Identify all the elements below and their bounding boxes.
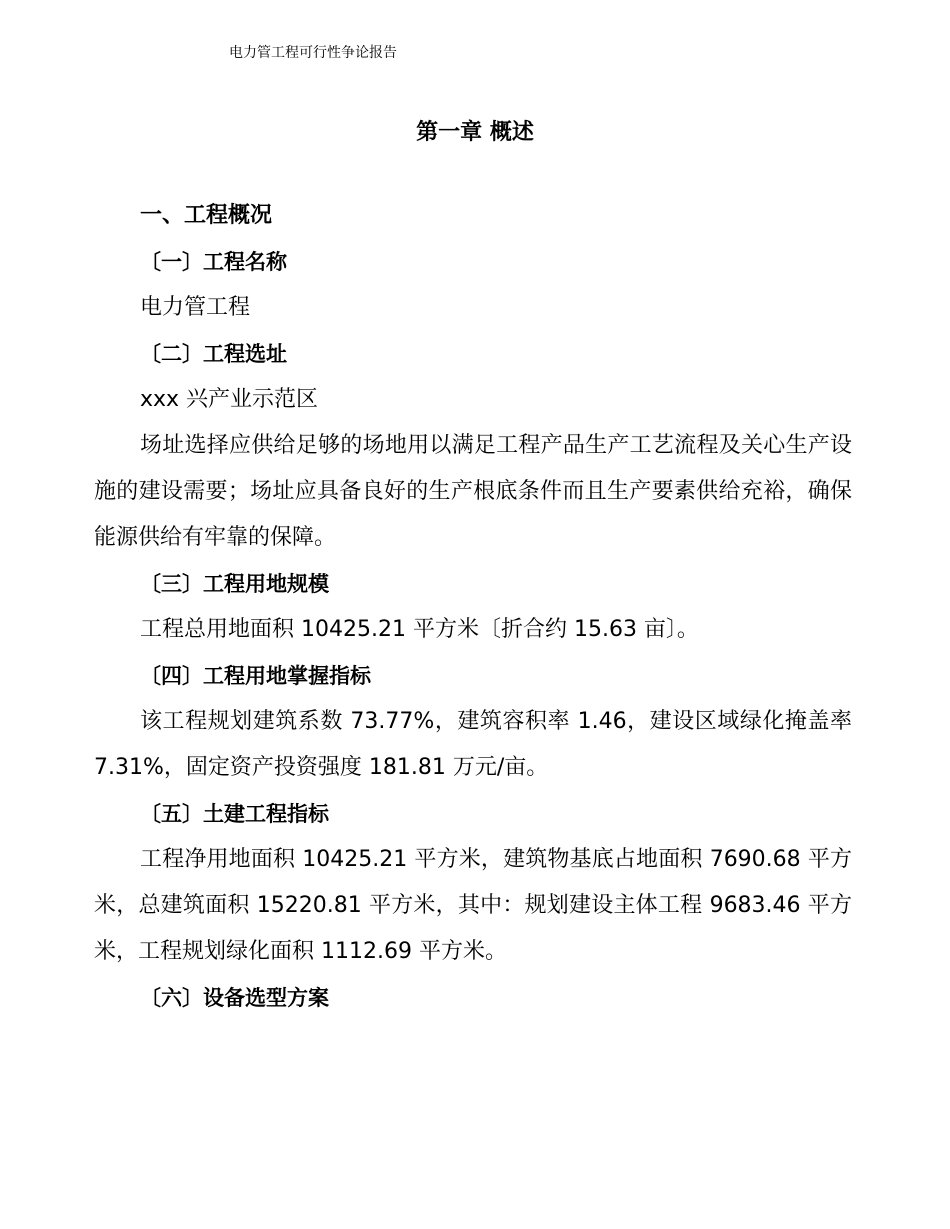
paragraph-site-location: xxx 兴产业示范区 <box>140 387 319 412</box>
subsection-heading-civil-indicators: 〔五〕土建工程指标 <box>140 802 329 826</box>
subsection-heading-site: 〔二〕工程选址 <box>140 342 287 366</box>
paragraph-land-scale: 工程总用地面积 10425.21 平方米〔折合约 15.63 亩〕。 <box>140 617 699 642</box>
paragraph-civil-indicators: 工程净用地面积 10425.21 平方米，建筑物基底占地面积 7690.68 平方米，总建筑面积 15220.81 平方米，其中：规划建设主体工程 9683.46 平方米，工程规划绿化面积 1112.69 平方米。 <box>94 847 852 964</box>
running-header: 电力管工程可行性争论报告 <box>229 45 397 61</box>
section-heading: 一、工程概况 <box>140 203 273 228</box>
paragraph-project-name: 电力管工程 <box>140 295 251 320</box>
subsection-heading-land-scale: 〔三〕工程用地规模 <box>140 572 329 596</box>
chapter-title: 第一章 概述 <box>416 120 534 145</box>
paragraph-land-control: 该工程规划建筑系数 73.77%，建筑容积率 1.46，建设区域绿化掩盖率 7.31%，固定资产投资强度 181.81 万元/亩。 <box>94 709 852 780</box>
paragraph-site-selection: 场址选择应供给足够的场地用以满足工程产品生产工艺流程及关心生产设施的建设需要；场址应具备良好的生产根底条件而且生产要素供给充裕，确保能源供给有牢靠的保障。 <box>94 433 852 550</box>
document-body <box>94 193 852 1021</box>
subsection-heading-land-control: 〔四〕工程用地掌握指标 <box>140 664 371 688</box>
subsection-heading-equipment: 〔六〕设备选型方案 <box>140 986 329 1010</box>
subsection-heading-project-name: 〔一〕工程名称 <box>140 250 287 274</box>
